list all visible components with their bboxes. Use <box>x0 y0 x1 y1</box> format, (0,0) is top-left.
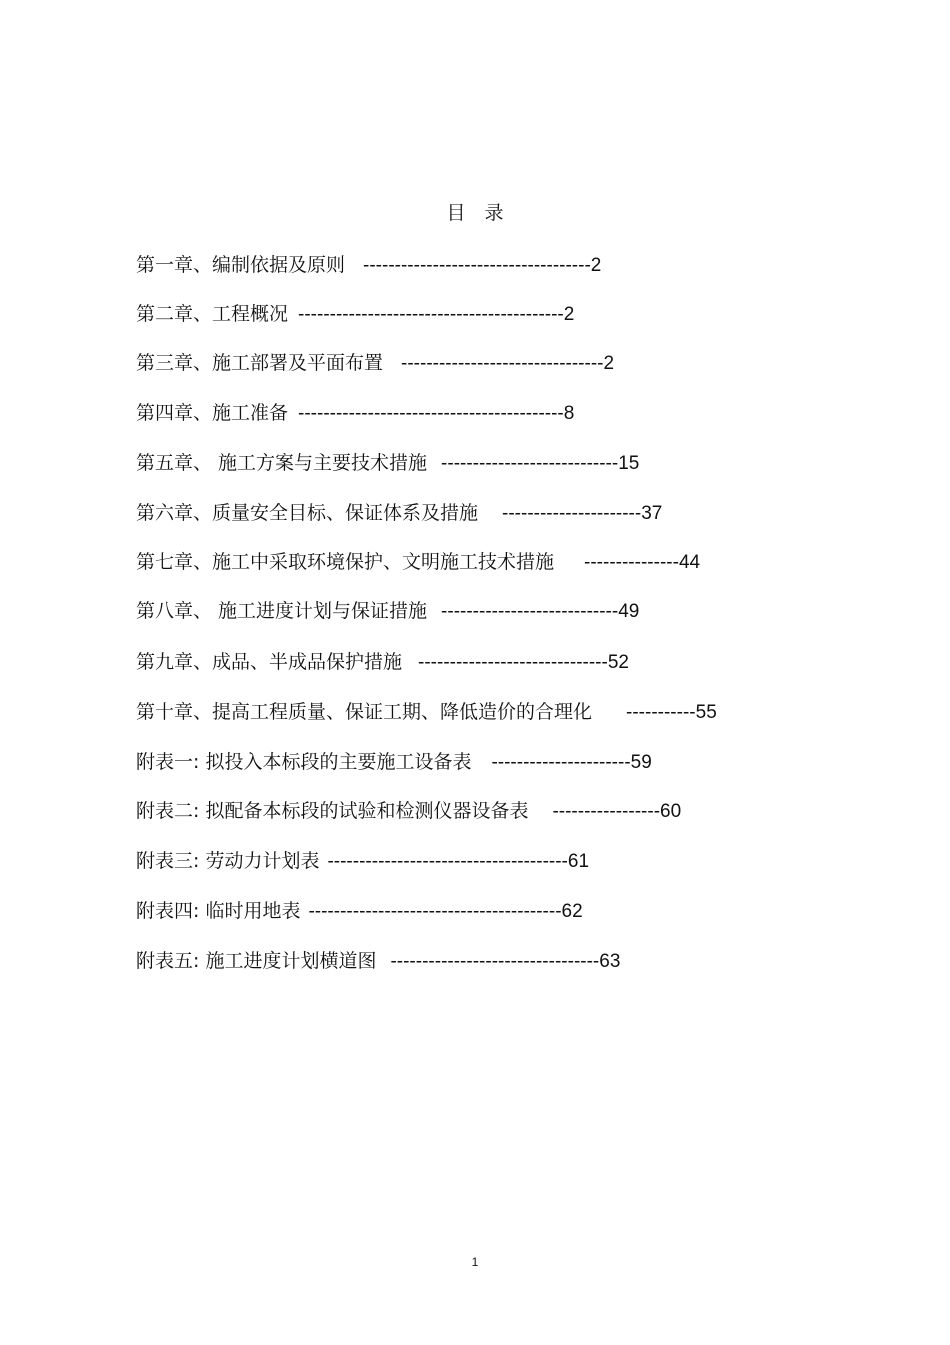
toc-entry-label: 第九章、成品、半成品保护措施 <box>136 651 403 673</box>
toc-entry-leader: --------------------------------- <box>390 951 600 972</box>
toc-entry-label: 附表三: 劳动力计划表 <box>136 850 320 872</box>
toc-entry-leader: ------------------------------------ <box>363 255 591 276</box>
toc-entry-page: 61 <box>567 851 590 872</box>
toc-entry-page: 49 <box>618 601 640 622</box>
toc-entry-page: 59 <box>630 752 652 773</box>
toc-entry-label: 第一章、编制依据及原则 <box>136 254 346 276</box>
toc-entry[interactable] <box>136 898 583 924</box>
toc-entry-label: 第十章、提高工程质量、保证工期、降低造价的合理化 <box>136 701 593 723</box>
toc-entry-page: 8 <box>563 403 575 424</box>
toc-entry-label: 第二章、工程概况 <box>136 303 289 325</box>
toc-entry[interactable] <box>136 301 574 327</box>
toc-entry-leader: ---------------------- <box>502 503 642 524</box>
toc-entry[interactable] <box>136 500 662 526</box>
toc-entry-label: 附表一: 拟投入本标段的主要施工设备表 <box>136 751 472 773</box>
toc-entry-page: 37 <box>641 503 663 524</box>
toc-entry-label: 附表五: 施工进度计划横道图 <box>136 950 377 972</box>
toc-entry-leader: ---------------------- <box>491 752 631 773</box>
toc-entry[interactable] <box>136 948 620 974</box>
toc-entry[interactable] <box>136 350 614 376</box>
toc-entry-label: 附表四: 临时用地表 <box>136 900 301 922</box>
page-number: 1 <box>471 1255 479 1269</box>
toc-entry[interactable] <box>136 798 681 824</box>
toc-entry-page: 63 <box>599 951 621 972</box>
toc-entry-page: 2 <box>590 255 602 276</box>
toc-entry-label: 第八章、 施工进度计划与保证措施 <box>136 600 428 622</box>
toc-entry[interactable] <box>136 400 574 426</box>
toc-entry[interactable] <box>136 649 629 675</box>
toc-entry[interactable] <box>136 699 717 725</box>
toc-entry-page: 60 <box>660 801 682 822</box>
toc-title: 目 录 <box>446 202 504 224</box>
toc-entry-leader: ---------------------------- <box>441 453 619 474</box>
toc-entry-label: 附表二: 拟配备本标段的试验和检测仪器设备表 <box>136 800 529 822</box>
toc-entry-page: 2 <box>563 304 575 325</box>
toc-entry-label: 第四章、施工准备 <box>136 402 289 424</box>
toc-entry-leader: --------------- <box>584 552 679 573</box>
toc-entry[interactable] <box>136 848 589 874</box>
toc-entry-page: 62 <box>561 901 583 922</box>
toc-entry-leader: ------------------------------------------ <box>298 304 564 325</box>
toc-entry[interactable] <box>136 450 639 476</box>
toc-entry-label: 第七章、施工中采取环境保护、文明施工技术措施 <box>136 551 555 573</box>
toc-entry-leader: ----------------- <box>552 801 661 822</box>
toc-entry[interactable] <box>136 598 639 624</box>
toc-entry-leader: -------------------------------------- <box>327 851 568 872</box>
toc-entry-page: 55 <box>695 702 717 723</box>
toc-entry-leader: -------------------------------- <box>401 353 604 374</box>
toc-entry-label: 第五章、 施工方案与主要技术措施 <box>136 452 428 474</box>
toc-entry-leader: ----------- <box>626 702 696 723</box>
toc-entry-page: 52 <box>607 652 629 673</box>
toc-entry-label: 第六章、质量安全目标、保证体系及措施 <box>136 502 479 524</box>
toc-entry-leader: ------------------------------------------ <box>298 403 564 424</box>
toc-entry-leader: ---------------------------------------- <box>308 901 562 922</box>
toc-entry-page: 44 <box>678 552 701 573</box>
toc-entry-page: 15 <box>618 453 640 474</box>
toc-entry[interactable] <box>136 549 700 575</box>
toc-entry[interactable] <box>136 749 652 775</box>
toc-entry-leader: ------------------------------ <box>418 652 608 673</box>
toc-entry-page: 2 <box>603 353 615 374</box>
toc-entry-label: 第三章、施工部署及平面布置 <box>136 352 384 374</box>
toc-entry-leader: ---------------------------- <box>441 601 619 622</box>
toc-entry[interactable] <box>136 252 601 278</box>
